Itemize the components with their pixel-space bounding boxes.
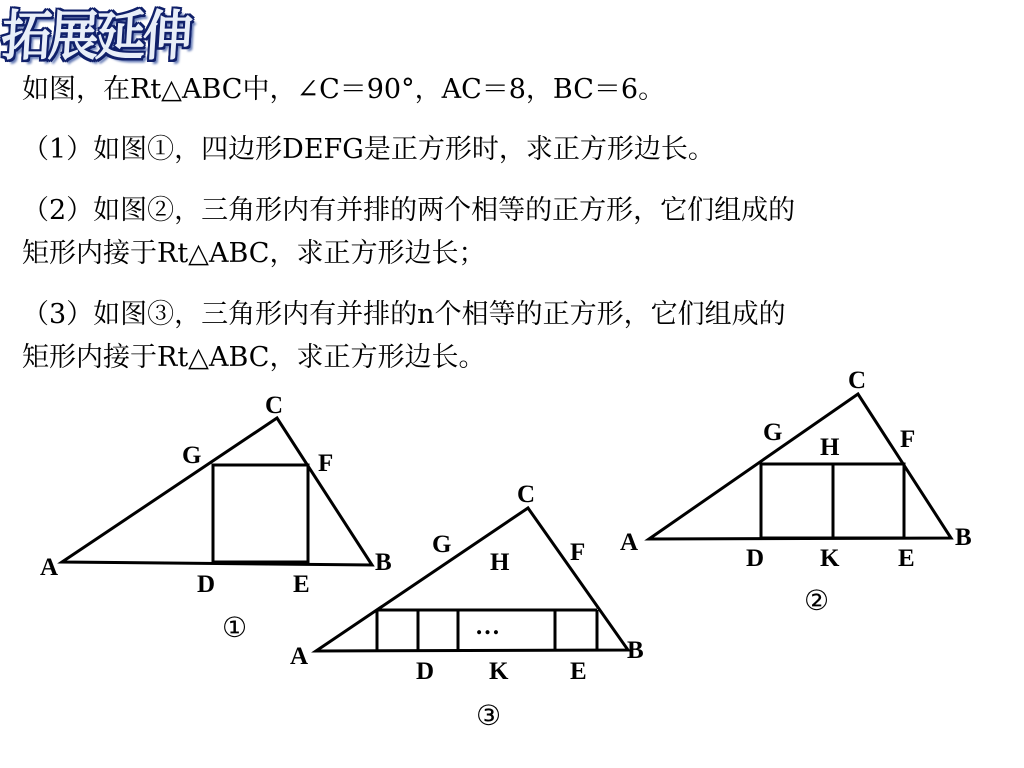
fig3-label-h: H bbox=[490, 549, 510, 576]
fig2-label-k: K bbox=[820, 545, 840, 572]
fig3-label-a: A bbox=[290, 643, 309, 670]
fig1-label-e: E bbox=[293, 571, 310, 598]
fig2-label-c: C bbox=[848, 367, 867, 394]
fig2-label-b: B bbox=[955, 524, 972, 551]
fig3-label-e: E bbox=[570, 658, 587, 685]
fig2-caption: ② bbox=[804, 584, 830, 617]
fig3-ellipsis: … bbox=[475, 613, 500, 640]
problem-intro: 如图，在Rt△ABC中，∠C＝90°，AC＝8，BC＝6。 bbox=[22, 74, 666, 105]
fig3-caption: ③ bbox=[476, 699, 502, 732]
fig2-label-e: E bbox=[898, 545, 915, 572]
fig2-label-f: F bbox=[900, 426, 916, 453]
fig1-label-b: B bbox=[375, 549, 392, 576]
fig2-label-a: A bbox=[620, 529, 639, 556]
fig1-caption: ① bbox=[222, 611, 248, 644]
fig1-label-d: D bbox=[197, 571, 216, 598]
triangle-abc-2 bbox=[649, 394, 951, 539]
question-3-line-2: 矩形内接于Rt△ABC，求正方形边长。 bbox=[22, 342, 486, 373]
question-2-line-2: 矩形内接于Rt△ABC，求正方形边长； bbox=[22, 238, 486, 269]
triangle-abc-3 bbox=[316, 508, 628, 651]
question-2-line-1: （2）如图②，三角形内有并排的两个相等的正方形，它们组成的 bbox=[22, 195, 796, 226]
fig3-label-c: C bbox=[517, 481, 536, 508]
fig3-label-g: G bbox=[432, 531, 452, 558]
fig2-label-g: G bbox=[763, 419, 783, 446]
fig3-label-k: K bbox=[489, 658, 509, 685]
fig1-label-g: G bbox=[182, 442, 202, 469]
question-3-line-1: （3）如图③，三角形内有并排的n个相等的正方形，它们组成的 bbox=[22, 299, 786, 330]
fig3-label-b: B bbox=[627, 637, 644, 664]
figure-1 bbox=[62, 418, 372, 565]
fig1-label-f: F bbox=[318, 450, 334, 477]
triangle-abc-1 bbox=[62, 418, 372, 565]
figure-2 bbox=[649, 394, 951, 539]
figure-3 bbox=[316, 508, 628, 651]
page-title: 拓展延伸 bbox=[0, 4, 192, 68]
fig1-label-a: A bbox=[40, 554, 59, 581]
question-1: （1）如图①，四边形DEFG是正方形时，求正方形边长。 bbox=[22, 134, 715, 165]
fig2-label-h: H bbox=[820, 434, 840, 461]
fig3-label-f: F bbox=[570, 539, 586, 566]
fig3-label-d: D bbox=[416, 658, 435, 685]
fig1-label-c: C bbox=[265, 392, 284, 419]
fig2-label-d: D bbox=[746, 545, 765, 572]
square-defg bbox=[213, 465, 308, 562]
